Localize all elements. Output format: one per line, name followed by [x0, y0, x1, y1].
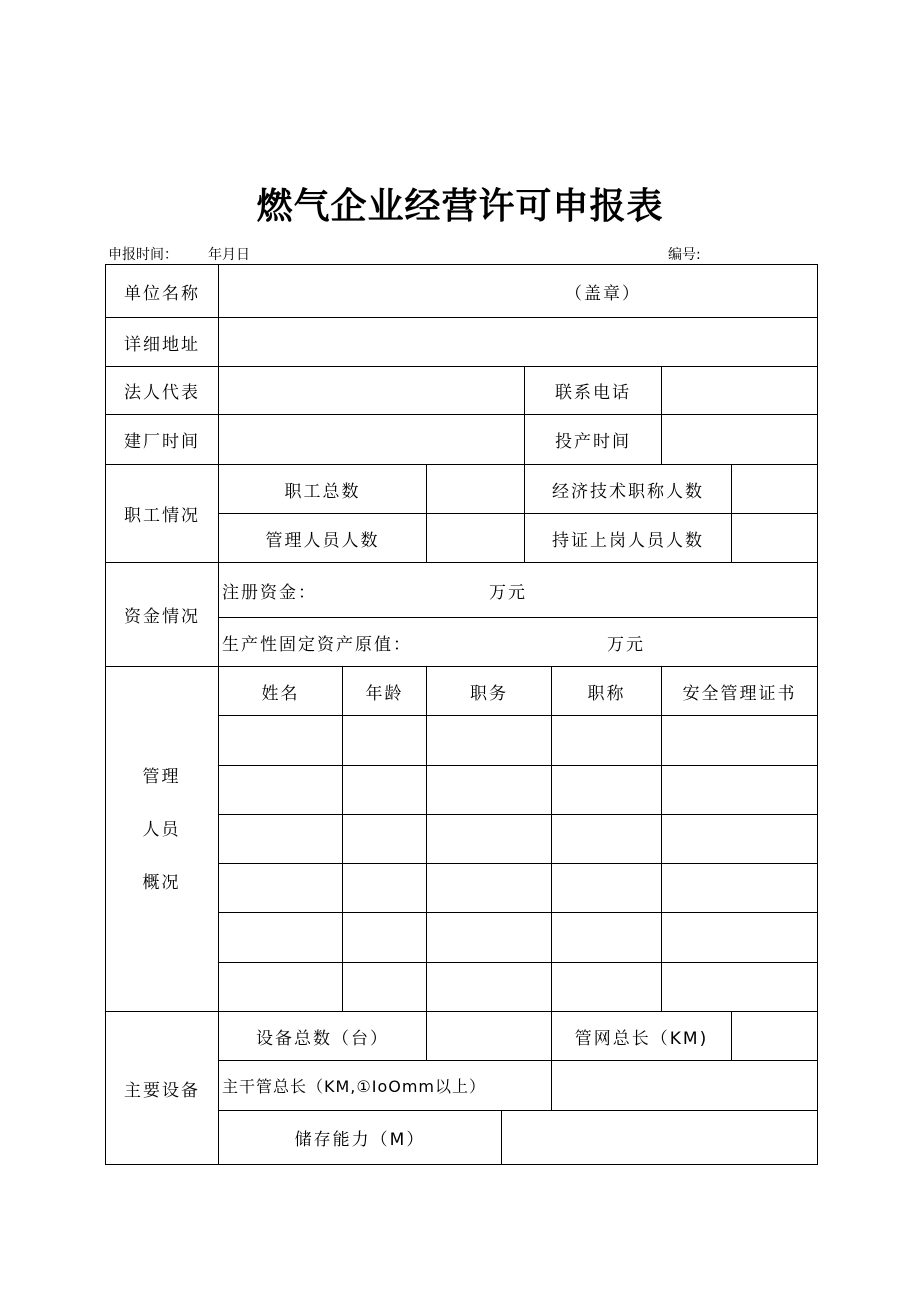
registered-capital-unit: 万元 [489, 582, 527, 603]
staff-total-field[interactable] [427, 465, 524, 513]
certified-count-label: 持证上岗人员人数 [552, 530, 704, 551]
address-field[interactable] [219, 318, 817, 366]
equipment-total-field[interactable] [427, 1012, 551, 1060]
storage-capacity-label: 储存能力（M） [294, 1130, 426, 1150]
registered-capital-field[interactable] [219, 563, 817, 617]
address-label: 详细地址 [124, 334, 200, 355]
managers-label-line-2: 人员 [142, 820, 181, 840]
fixed-assets-field[interactable] [219, 618, 817, 666]
equipment-total-label: 设备总数（台） [256, 1028, 389, 1049]
technical-title-label: 经济技术职称人数 [552, 481, 704, 502]
phone-field[interactable] [662, 367, 817, 414]
built-time-label: 建厂时间 [124, 432, 200, 452]
column-header-age: 年龄 [365, 683, 404, 704]
network-length-label: 管网总长（KM) [574, 1028, 709, 1049]
technical-title-field[interactable] [732, 465, 817, 513]
stamp-note: （盖章） [565, 283, 641, 304]
staff-total-label: 职工总数 [284, 481, 361, 502]
staff-label: 职工情况 [124, 506, 200, 526]
column-header-name: 姓名 [261, 683, 300, 704]
storage-capacity-field[interactable] [502, 1111, 817, 1164]
operation-time-field[interactable] [662, 415, 817, 464]
column-header-title: 职称 [587, 683, 626, 704]
phone-label: 联系电话 [555, 383, 631, 403]
legal-rep-field[interactable] [219, 367, 524, 414]
trunk-length-label: 主干管总长（KM,①IoOmm以上） [222, 1077, 487, 1096]
fixed-assets-label: 生产性固定资产原值： [222, 634, 412, 655]
form-title: 燃气企业经营许可申报表 [256, 186, 664, 227]
equipment-label: 主要设备 [124, 1080, 200, 1101]
column-header-certificate: 安全管理证书 [682, 683, 797, 704]
operation-time-label: 投产时间 [555, 432, 631, 452]
certified-count-field[interactable] [732, 514, 817, 562]
fixed-assets-unit: 万元 [607, 634, 645, 655]
trunk-length-field[interactable] [552, 1061, 817, 1110]
built-time-field[interactable] [219, 415, 524, 464]
management-count-field[interactable] [427, 514, 524, 562]
legal-rep-label: 法人代表 [124, 383, 200, 403]
capital-label: 资金情况 [124, 607, 200, 627]
network-length-field[interactable] [732, 1012, 817, 1060]
application-form-table [105, 264, 818, 1165]
management-count-label: 管理人员人数 [265, 530, 380, 551]
unit-name-field[interactable] [219, 265, 817, 317]
registered-capital-label: 注册资金： [222, 582, 317, 603]
number-label: 编号: [668, 247, 701, 263]
managers-label-line-1: 管理 [142, 767, 181, 787]
date-units: 年月日 [208, 247, 250, 263]
unit-name-label: 单位名称 [124, 283, 200, 304]
date-label: 申报时间： [108, 247, 178, 263]
managers-label-line-3: 概况 [142, 873, 181, 893]
column-header-position: 职务 [470, 683, 508, 704]
